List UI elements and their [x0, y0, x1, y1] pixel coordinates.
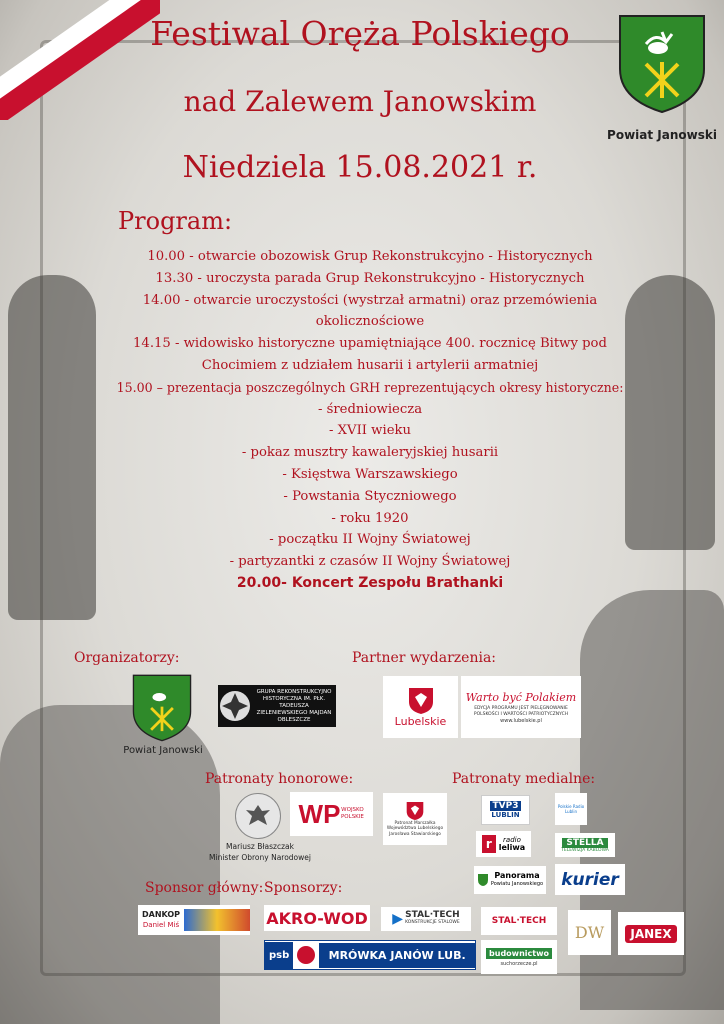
program-list	[100, 246, 640, 595]
grh-logo	[218, 685, 336, 727]
honorary-patronage-heading: Patronaty honorowe:	[205, 771, 354, 787]
dankop-text-2: Daniel Miś	[142, 921, 180, 929]
festival-title: Festiwal Oręża Polskiego	[150, 14, 570, 53]
mon-eagle-logo	[235, 793, 281, 839]
program-line: Chocimiem z udziałem husarii i artylerii armatniej	[201, 357, 539, 373]
lubelskie-logo-text: Lubelskie	[394, 714, 447, 728]
organizers-heading: Organizatorzy:	[74, 650, 180, 666]
program-line: - Księstwa Warszawskiego	[282, 466, 458, 482]
program-line: okolicznościowe	[315, 314, 425, 330]
radio-leliwa-text-2: leliwa	[498, 843, 526, 852]
county-name-organizer: Powiat Janowski	[123, 745, 203, 756]
program-line: 14.15 - widowisko historyczne upamiętniające 400. rocznicę Bitwy pod	[133, 336, 607, 352]
powiat-janowski-crest-icon	[618, 14, 706, 114]
warto-byc-polakiem-logo	[461, 676, 581, 738]
tvp3-lublin-logo	[481, 795, 530, 825]
minister-title: Minister Obrony Narodowej	[209, 853, 311, 862]
program-line: - roku 1920	[331, 510, 409, 526]
media-patronage-heading: Patronaty medialne:	[452, 771, 596, 787]
lubelskie-crest-icon	[406, 801, 424, 821]
warto-url: www.lubelskie.pl	[500, 717, 542, 724]
program-line: 14.00 - otwarcie uroczystości (wystrzał armatni) oraz przemówienia	[142, 292, 598, 308]
dankop-image	[184, 909, 250, 931]
mrowka-ant-icon	[297, 946, 315, 964]
radio-leliwa-logo	[476, 831, 531, 857]
stella-text: STELLA	[562, 838, 607, 848]
marszalek-patronage-logo	[383, 793, 447, 845]
janex-logo	[618, 912, 684, 955]
marszalek-text: Patronat Marszałka Województwa Lubelskiego Jarosława Stawiarskiego	[386, 820, 444, 837]
psb-mrowka-logo	[264, 940, 476, 970]
stella-tv-logo	[555, 833, 615, 857]
dw-text: DW	[574, 923, 605, 942]
program-line: 10.00 - otwarcie obozowisk Grup Rekonstrukcyjno - Historycznych	[147, 249, 593, 264]
county-name-top: Powiat Janowski	[607, 128, 717, 142]
program-line: - partyzantki z czasów II Wojny Światowej	[229, 554, 511, 570]
budownictwo-logo	[481, 940, 557, 974]
wojsko-polskie-logo	[290, 792, 373, 836]
budownictwo-text: budownictwo	[486, 948, 552, 959]
tvp3-lublin-text: LUBLIN	[491, 811, 520, 819]
stal-tech-sub-text: KONSTRUKCJE STALOWE	[405, 920, 460, 925]
mrowka-text: MRÓWKA JANÓW LUB.	[319, 943, 475, 968]
wojsko-polskie-text: WOJSKO POLSKIE	[340, 807, 364, 820]
stal-tech-2-text: STAL·TECH	[491, 916, 547, 926]
program-line: - Powstania Styczniowego	[283, 488, 457, 504]
wp-mark-icon: WP	[298, 798, 341, 829]
concert-line: 20.00- Koncert Zespołu Brathanki	[236, 574, 504, 591]
sponsors-heading: Sponsorzy:	[264, 880, 343, 896]
festival-subtitle: nad Zalewem Janowskim	[183, 85, 537, 118]
akro-wod-logo	[264, 905, 370, 931]
leliwa-r-icon: r	[482, 835, 496, 853]
stella-sub-text: TELEWIZJA KABLOWA	[561, 847, 609, 853]
psb-text: psb	[265, 942, 293, 969]
program-line: 13.30 - uroczysta parada Grup Rekonstrukcyjno - Historycznych	[155, 270, 585, 286]
stal-tech-arrow-icon: ▶	[392, 911, 404, 927]
program-line: - początku II Wojny Światowej	[269, 532, 471, 548]
stal-tech-text: STAL·TECH	[405, 910, 460, 920]
program-line: - pokaz musztry kawaleryjskiej husarii	[241, 445, 499, 461]
budownictwo-url: suchorzecze.pl	[500, 960, 538, 967]
partner-heading: Partner wydarzenia:	[352, 650, 497, 666]
program-line: - średniowiecza	[317, 401, 423, 417]
akro-wod-text: AKRO-WOD	[266, 908, 368, 928]
panorama-text-1: Panorama	[494, 871, 540, 880]
stal-tech-logo	[381, 907, 471, 931]
stal-tech-2-logo	[481, 907, 557, 935]
radio-lublin-logo	[555, 793, 587, 825]
program-line: - XVII wieku	[329, 423, 411, 439]
janex-text: JANEX	[625, 925, 676, 943]
main-sponsor-heading: Sponsor główny:	[145, 880, 264, 896]
eagle-icon	[243, 801, 273, 831]
grh-logo-text: GRUPA REKONSTRUKCYJNO HISTORYCZNA IM. PŁK. TADEUSZA ZIELENIEWSKIEGO MAJDAN OBLESZCZE	[256, 688, 332, 723]
dankop-text-1: DANKOP	[142, 910, 181, 919]
panorama-text-2: Powiatu Janowskiego	[490, 881, 544, 887]
festival-date: Niedziela 15.08.2021 r.	[182, 150, 538, 185]
program-line: 15.00 – prezentacja poszczególnych GRH reprezentujących okresy historyczne:	[116, 379, 624, 395]
cross-emblem-icon	[218, 689, 252, 723]
kurier-text: kurier	[561, 869, 619, 890]
dankop-logo	[138, 905, 250, 935]
lubelskie-crest-icon	[408, 687, 434, 715]
kurier-logo	[555, 864, 625, 895]
warto-title: Warto być Polakiem	[465, 690, 577, 704]
soldier-figure-left	[8, 275, 96, 620]
program-title: Program:	[118, 207, 233, 235]
radio-leliwa-text-1: radio	[503, 836, 521, 844]
lubelskie-logo	[383, 676, 458, 738]
minister-name: Mariusz Błaszczak	[226, 842, 294, 851]
radio-lublin-text: Polskie Radio Lublin	[557, 804, 585, 814]
tvp3-text: TVP3	[490, 801, 522, 811]
dw-logo	[568, 910, 611, 955]
powiat-janowski-small-crest-icon	[132, 674, 192, 742]
panorama-crest-icon	[477, 873, 489, 887]
warto-subtitle: EDYCJA PROGRAMU JEST PIELĘGNOWANIE POLSKOŚCI I WARTOŚCI PATRIOTYCZNYCH	[473, 705, 569, 717]
panorama-logo	[474, 866, 546, 894]
